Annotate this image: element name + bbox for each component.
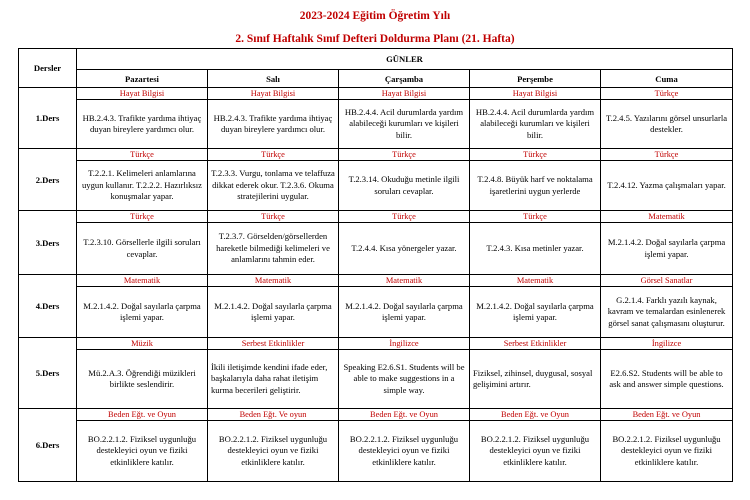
outcome-text: T.2.3.14. Okuduğu metinle ilgili soruları cevaplar. <box>348 174 460 196</box>
subject-name: Matematik <box>208 275 338 287</box>
subject-name: Beden Eğt. ve Oyun <box>601 409 732 421</box>
lesson-cell <box>601 409 733 482</box>
lesson-cell <box>470 409 601 482</box>
lesson-cell <box>208 338 339 409</box>
outcome-text: BO.2.2.1.2. Fiziksel uygunluğu destekleyici oyun ve fiziki etkinliklere katılır. <box>218 433 328 467</box>
lesson-cell <box>208 211 339 275</box>
document-title: 2023-2024 Eğitim Öğretim Yılı <box>299 10 451 22</box>
table-row <box>19 338 733 409</box>
header-gunler: GÜNLER <box>77 49 733 70</box>
outcome-text: T.2.3.3. Vurgu, tonlama ve telaffuza dikkat ederek okur. T.2.3.6. Okuma stratejilerini uygular. <box>211 168 335 202</box>
subject-name: Türkçe <box>470 211 600 223</box>
subject-name: İngilizce <box>339 338 469 350</box>
lesson-cell <box>601 338 733 409</box>
outcome-text: M.2.1.4.2. Doğal sayılarla çarpma işlemi yapar. <box>345 300 463 322</box>
outcome-text: T.2.4.12. Yazma çalışmaları yapar. <box>607 179 726 190</box>
lesson-cell <box>601 149 733 211</box>
subject-name: Matematik <box>339 275 469 287</box>
lesson-cell <box>470 211 601 275</box>
lesson-cell <box>339 88 470 149</box>
outcome-text: İkili iletişimde kendini ifade eder, başkalarıyla daha rahat iletişim kurma becerileri geliştirir. <box>211 361 328 395</box>
lesson-cell <box>339 409 470 482</box>
subject-name: Türkçe <box>339 211 469 223</box>
outcome-text: E2.6.S2. Students will be able to ask and answer simple questions. <box>609 367 724 389</box>
subject-name: Hayat Bilgisi <box>339 88 469 100</box>
subject-name: Beden Eğt. ve Oyun <box>470 409 600 421</box>
header-day-thursday: Perşembe <box>470 70 601 88</box>
outcome-text: G.2.1.4. Farklı yazılı kaynak, kavram ve temalardan esinlenerek görsel sanat çalışmasını oluşturur. <box>607 294 726 328</box>
subject-name: Görsel Sanatlar <box>601 275 732 287</box>
outcome-text: T.2.3.7. Görselden/görsellerden hareketle bilmediği kelimeleri ve anlamlarını tahmin eder. <box>216 231 330 265</box>
lesson-label: 2.Ders <box>19 149 77 211</box>
lesson-cell <box>470 149 601 211</box>
outcome-text: BO.2.2.1.2. Fiziksel uygunluğu destekleyici oyun ve fiziki etkinliklere katılır. <box>87 433 197 467</box>
subject-name: Serbest Etkinlikler <box>470 338 600 350</box>
subject-name: İngilizce <box>601 338 732 350</box>
header-day-monday: Pazartesi <box>77 70 208 88</box>
lesson-cell <box>470 275 601 338</box>
subject-name: Beden Eğt. ve Oyun <box>339 409 469 421</box>
lesson-cell <box>77 149 208 211</box>
subject-name: Türkçe <box>208 211 338 223</box>
subject-name: Beden Eğt. Ve oyun <box>208 409 338 421</box>
subject-name: Matematik <box>77 275 207 287</box>
lesson-cell <box>339 338 470 409</box>
lesson-cell <box>77 338 208 409</box>
subject-name: Türkçe <box>601 88 732 100</box>
subject-name: Serbest Etkinlikler <box>208 338 338 350</box>
subject-name: Hayat Bilgisi <box>208 88 338 100</box>
table-row <box>19 88 733 149</box>
lesson-cell <box>77 211 208 275</box>
header-day-friday: Cuma <box>601 70 733 88</box>
subject-name: Türkçe <box>208 149 338 161</box>
lesson-cell <box>77 88 208 149</box>
table-row <box>19 275 733 338</box>
outcome-text: Speaking E2.6.S1. Students will be able to make suggestions in a simple way. <box>343 361 465 395</box>
subject-name: Hayat Bilgisi <box>470 88 600 100</box>
outcome-text: T.2.4.4. Kısa yönergeler yazar. <box>351 242 457 253</box>
lesson-cell <box>77 409 208 482</box>
outcome-text: BO.2.2.1.2. Fiziksel uygunluğu destekleyici oyun ve fiziki etkinliklere katılır. <box>612 433 721 467</box>
subject-name: Türkçe <box>601 149 732 161</box>
table-row <box>19 409 733 482</box>
outcome-text: T.2.3.10. Görsellerle ilgili soruları cevaplar. <box>83 237 201 259</box>
lesson-cell <box>208 149 339 211</box>
subject-name: Hayat Bilgisi <box>77 88 207 100</box>
lesson-cell <box>339 275 470 338</box>
document-subtitle: 2. Sınıf Haftalık Sınıf Defteri Doldurma Planı (21. Hafta) <box>235 33 515 45</box>
table-row <box>19 149 733 211</box>
outcome-text: M.2.1.4.2. Doğal sayılarla çarpma işlemi yapar. <box>83 300 201 322</box>
table-row <box>19 211 733 275</box>
lesson-label: 5.Ders <box>19 338 77 409</box>
subject-name: Türkçe <box>77 149 207 161</box>
lesson-cell <box>339 149 470 211</box>
subject-name: Türkçe <box>339 149 469 161</box>
outcome-text: HB.2.4.4. Acil durumlarda yardım alabileceği kurumları ve kişileri bilir. <box>344 106 464 140</box>
outcome-text: HB.2.4.3. Trafikte yardıma ihtiyaç duyan bireylere yardımcı olur. <box>213 112 333 134</box>
subject-name: Matematik <box>470 275 600 287</box>
lesson-label: 1.Ders <box>19 88 77 149</box>
outcome-text: Mü.2.A.3. Öğrendiği müzikleri birlikte seslendirir. <box>88 367 196 389</box>
weekly-plan-table <box>18 48 733 482</box>
lesson-cell <box>208 88 339 149</box>
outcome-text: BO.2.2.1.2. Fiziksel uygunluğu destekleyici oyun ve fiziki etkinliklere katılır. <box>349 433 459 467</box>
header-day-tuesday: Salı <box>208 70 339 88</box>
header-day-wednesday: Çarşamba <box>339 70 470 88</box>
lesson-label: 3.Ders <box>19 211 77 275</box>
subject-name: Matematik <box>601 211 732 223</box>
lesson-cell <box>601 88 733 149</box>
outcome-text: T.2.4.3. Kısa metinler yazar. <box>486 242 584 253</box>
lesson-cell <box>470 88 601 149</box>
subject-name: Beden Eğt. ve Oyun <box>77 409 207 421</box>
outcome-text: M.2.1.4.2. Doğal sayılarla çarpma işlemi yapar. <box>607 237 726 259</box>
outcome-text: T.2.2.1. Kelimeleri anlamlarına uygun kullanır. T.2.2.2. Hazırlıksız konuşmalar yapar. <box>82 168 202 202</box>
subject-name: Türkçe <box>77 211 207 223</box>
lesson-cell <box>601 211 733 275</box>
lesson-label: 4.Ders <box>19 275 77 338</box>
lesson-cell <box>601 275 733 338</box>
lesson-label: 6.Ders <box>19 409 77 482</box>
outcome-text: M.2.1.4.2. Doğal sayılarla çarpma işlemi yapar. <box>476 300 594 322</box>
lesson-cell <box>77 275 208 338</box>
subject-name: Türkçe <box>470 149 600 161</box>
subject-name: Müzik <box>77 338 207 350</box>
outcome-text: Fiziksel, zihinsel, duygusal, sosyal gelişimini artırır. <box>473 367 593 389</box>
outcome-text: M.2.1.4.2. Doğal sayılarla çarpma işlemi yapar. <box>214 300 332 322</box>
outcome-text: HB.2.4.3. Trafikte yardıma ihtiyaç duyan bireylere yardımcı olur. <box>82 112 202 134</box>
outcome-text: BO.2.2.1.2. Fiziksel uygunluğu destekleyici oyun ve fiziki etkinliklere katılır. <box>480 433 590 467</box>
outcome-text: T.2.4.5. Yazılarını görsel unsurlarla destekler. <box>605 112 728 134</box>
lesson-cell <box>339 211 470 275</box>
lesson-cell <box>208 275 339 338</box>
lesson-cell <box>208 409 339 482</box>
outcome-text: T.2.4.8. Büyük harf ve noktalama işaretlerini uygun yerlerde <box>477 174 593 196</box>
lesson-cell <box>470 338 601 409</box>
outcome-text: HB.2.4.4. Acil durumlarda yardım alabileceği kurumları ve kişileri bilir. <box>475 106 595 140</box>
header-dersler: Dersler <box>19 49 77 88</box>
